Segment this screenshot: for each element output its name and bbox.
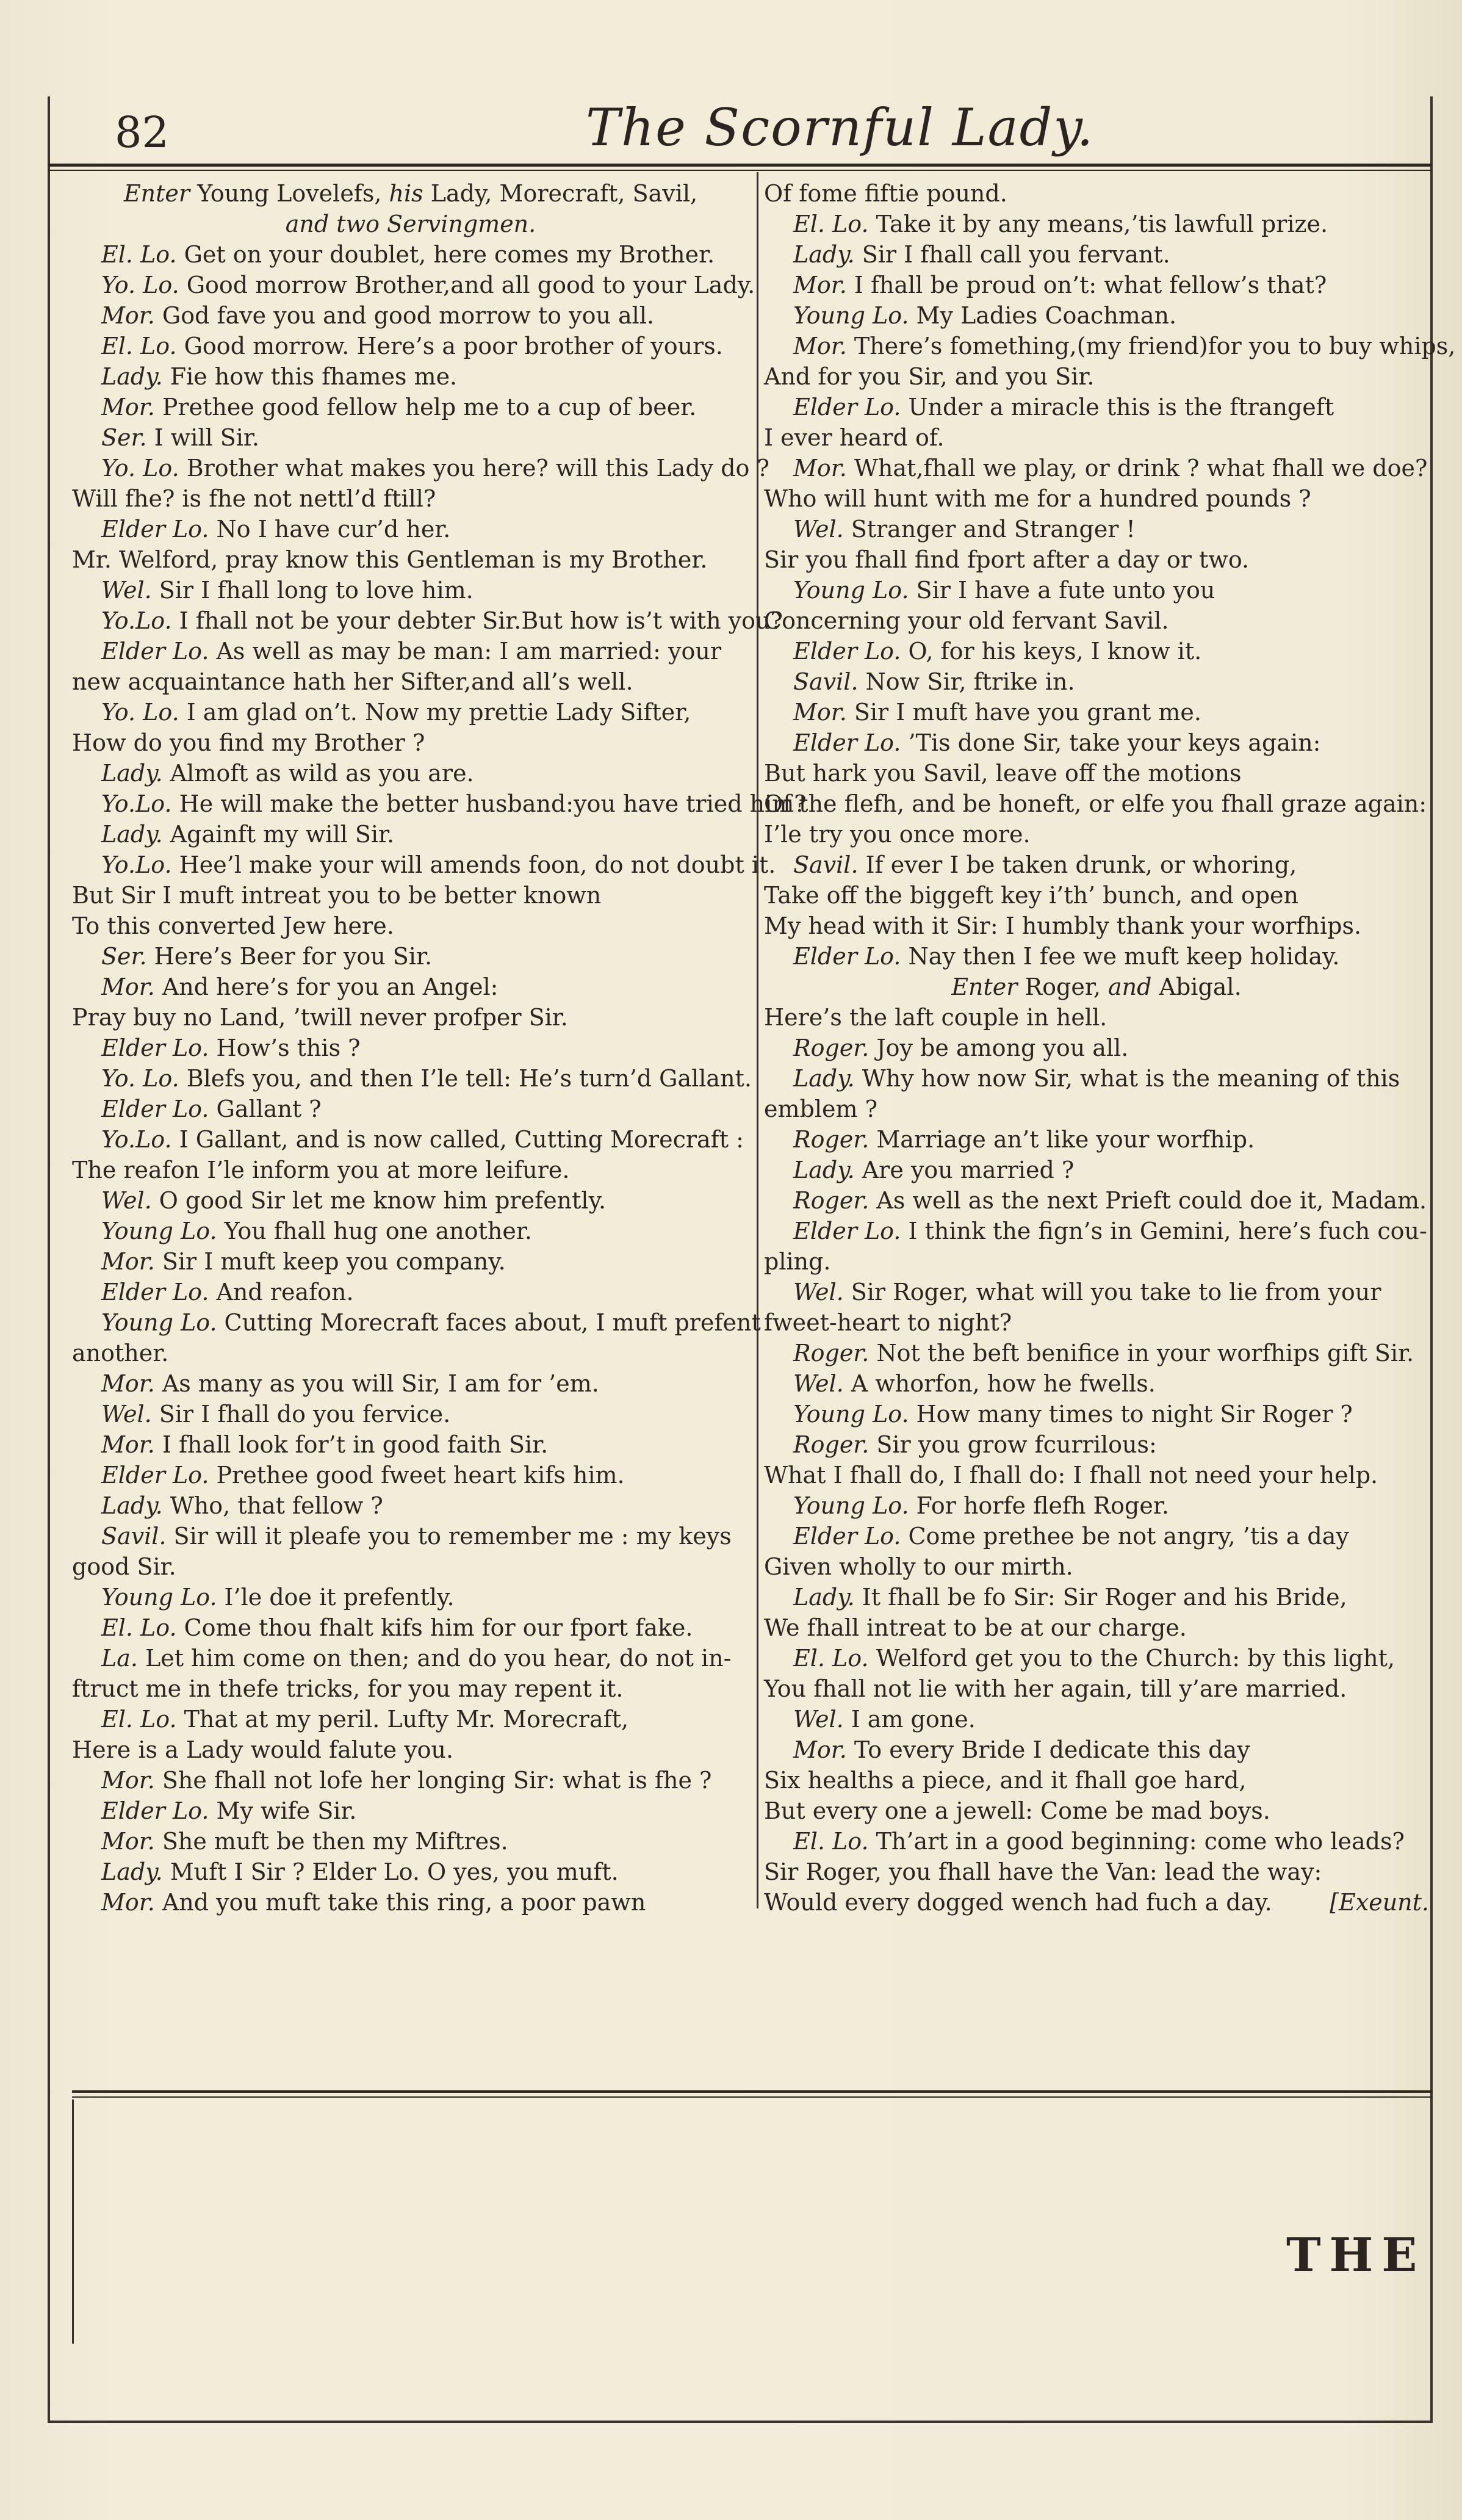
- speaker-prefix: Young Lo.: [101, 1584, 217, 1611]
- speaker-prefix: Mor.: [793, 1736, 847, 1763]
- verse-continuation: We fhall intreat to be at our charge.: [764, 1614, 1187, 1641]
- speech-line: [72, 1124, 749, 1155]
- speaker-prefix: Elder Lo.: [101, 516, 209, 543]
- speaker-prefix: El. Lo.: [101, 1706, 177, 1733]
- verse-continuation: pling.: [764, 1248, 831, 1275]
- speech-line: [72, 1521, 749, 1551]
- speaker-prefix: Lady.: [101, 821, 163, 848]
- speaker-prefix: Lady.: [101, 363, 163, 390]
- speech-text: Come prethee be not angry, ’tis a day: [908, 1523, 1349, 1550]
- speaker-prefix: Elder Lo.: [793, 1218, 901, 1244]
- verse-continuation: What I fhall do, I fhall do: I fhall not need your help.: [764, 1462, 1378, 1489]
- speech-text: As well as may be man: I am married: your: [216, 638, 722, 665]
- speech-text: Who, that fellow ?: [170, 1492, 383, 1519]
- speech-line: [72, 789, 807, 819]
- speaker-prefix: Mor.: [793, 333, 847, 359]
- speech-text: I am gone.: [851, 1706, 976, 1733]
- speech-line: [764, 392, 1429, 422]
- speech-line: [72, 331, 749, 361]
- speech-line: [72, 1307, 761, 1338]
- speech-line: [764, 1368, 1429, 1399]
- speaker-prefix: Young Lo.: [101, 1218, 217, 1244]
- speech-line: [72, 605, 783, 636]
- verse-continuation: Will fhe? is fhe not nettl’d ftill?: [72, 485, 436, 512]
- speech-line: [72, 422, 749, 453]
- stage-direction: [764, 972, 1429, 1002]
- speech-text: God fave you and good morrow to you all.: [162, 302, 655, 329]
- speech-text: He will make the better husband:you have tried him?: [179, 790, 807, 817]
- speaker-prefix: Yo. Lo.: [101, 699, 179, 726]
- exeunt-direction: [Exeunt.: [1330, 1889, 1429, 1916]
- speaker-prefix: Mor.: [793, 272, 847, 298]
- verse-continuation: Given wholly to our mirth.: [764, 1553, 1073, 1580]
- speech-text: Sir I fhall do you fervice.: [159, 1401, 451, 1428]
- speaker-prefix: Yo.Lo.: [101, 607, 172, 634]
- verse-continuation: good Sir.: [72, 1553, 176, 1580]
- speech-text: Let him come on then; and do you hear, do not in-: [145, 1645, 732, 1672]
- speaker-prefix: Yo.Lo.: [101, 790, 172, 817]
- speaker-prefix: Lady.: [101, 1858, 163, 1885]
- speech-text: Prethee good fweet heart kifs him.: [216, 1462, 625, 1489]
- speaker-prefix: Roger.: [793, 1187, 870, 1214]
- stage-direction-part: and two Servingmen.: [285, 211, 536, 237]
- speech-line: [72, 270, 755, 300]
- speaker-prefix: Mor.: [101, 1248, 155, 1275]
- speech-text: She fhall not lofe her longing Sir: what is fhe ?: [162, 1767, 712, 1794]
- speech-line: [72, 1277, 749, 1307]
- verse-continuation: But hark you Savil, leave off the motions: [764, 760, 1242, 787]
- verse-continuation: another.: [72, 1340, 169, 1367]
- speech-text: No I have cur’d her.: [216, 516, 451, 543]
- speech-line: [72, 1460, 749, 1490]
- speech-text: Gallant ?: [216, 1096, 322, 1122]
- speech-line: [72, 1033, 749, 1063]
- speaker-prefix: Elder Lo.: [793, 943, 901, 970]
- speaker-prefix: Lady.: [101, 760, 163, 787]
- verse-continuation: And for you Sir, and you Sir.: [764, 363, 1095, 390]
- speech-line: [764, 1216, 1429, 1246]
- speaker-prefix: Roger.: [793, 1431, 870, 1458]
- speaker-prefix: Mor.: [101, 973, 155, 1000]
- speech-text: Welford get you to the Church: by this light,: [876, 1645, 1395, 1672]
- verse-continuation: emblem ?: [764, 1096, 877, 1122]
- speech-line: [72, 1826, 749, 1857]
- speech-text: How’s this ?: [216, 1034, 361, 1061]
- speech-line: [72, 300, 749, 331]
- speech-line: [72, 361, 749, 392]
- speech-line: [72, 1582, 749, 1612]
- speaker-prefix: Mor.: [101, 1767, 155, 1794]
- speaker-prefix: Lady.: [101, 1492, 163, 1519]
- speech-text: Good morrow. Here’s a poor brother of yours.: [184, 333, 723, 359]
- speech-line: [72, 1246, 749, 1277]
- footer-rule: [72, 2090, 1433, 2093]
- speaker-prefix: Elder Lo.: [793, 394, 901, 421]
- verse-continuation: But every one a jewell: Come be mad boys.: [764, 1797, 1270, 1824]
- speaker-prefix: Young Lo.: [101, 1309, 217, 1336]
- speech-line: [764, 1704, 1429, 1735]
- speech-text: Sir I fhall long to love him.: [159, 577, 474, 604]
- speech-text: Take it by any means,’tis lawfull prize.: [876, 211, 1328, 237]
- speech-text: Sir I muft have you grant me.: [854, 699, 1201, 726]
- speech-line: [764, 270, 1429, 300]
- speaker-prefix: Mor.: [101, 1431, 155, 1458]
- speech-text: Would every dogged wench had fuch a day.: [764, 1889, 1272, 1916]
- verse-continuation: Here’s the laft couple in hell.: [764, 1004, 1107, 1031]
- speech-text: You fhall hug one another.: [224, 1218, 532, 1244]
- speech-line: [764, 1063, 1429, 1094]
- speech-line: [72, 514, 749, 544]
- speech-line: [764, 1429, 1429, 1460]
- speech-text: How many times to night Sir Roger ?: [916, 1401, 1353, 1428]
- speech-text: Come thou fhalt kifs him for our fport fake.: [184, 1614, 693, 1641]
- speech-line: [72, 758, 749, 789]
- speaker-prefix: Wel.: [793, 1370, 844, 1397]
- speech-text: A whorfon, how he fwells.: [851, 1370, 1156, 1397]
- speaker-prefix: El. Lo.: [101, 333, 177, 359]
- speech-line: [764, 1490, 1429, 1521]
- speech-text: And reafon.: [216, 1279, 354, 1305]
- speech-text: I think the fign’s in Gemini, here’s fuch cou-: [908, 1218, 1427, 1244]
- speech-line: [72, 1063, 752, 1094]
- speaker-prefix: Ser.: [101, 424, 147, 451]
- speech-text: Sir I fhall call you fervant.: [862, 241, 1170, 268]
- catchword: THE: [1286, 2228, 1426, 2282]
- speech-text: Prethee good fellow help me to a cup of beer.: [162, 394, 697, 421]
- speech-line: [764, 239, 1429, 270]
- speech-line: [764, 1338, 1429, 1368]
- speech-line: [764, 1735, 1429, 1765]
- verse-continuation: Six healths a piece, and it fhall goe hard,: [764, 1767, 1247, 1794]
- speech-text: Stranger and Stranger !: [851, 516, 1136, 543]
- verse-continuation: To this converted Jew here.: [72, 912, 394, 939]
- stage-direction-part: Enter: [123, 180, 198, 207]
- verse-continuation: Of the flefh, and be honeft, or elfe you fhall graze again:: [764, 790, 1427, 817]
- speech-line: [764, 636, 1429, 666]
- speech-text: For horfe flefh Roger.: [916, 1492, 1169, 1519]
- verse-continuation: My head with it Sir: I humbly thank your worfhips.: [764, 912, 1362, 939]
- speech-text: Th’art in a good beginning: come who leads?: [876, 1828, 1405, 1855]
- header-rule-thin: [48, 170, 1431, 171]
- speaker-prefix: Wel.: [793, 1706, 844, 1733]
- speaker-prefix: El. Lo.: [793, 211, 869, 237]
- verse-continuation: How do you find my Brother ?: [72, 729, 425, 756]
- speech-text: Againft my will Sir.: [170, 821, 395, 848]
- speaker-prefix: Yo.Lo.: [101, 1126, 172, 1153]
- speech-text: Sir I have a fute unto you: [916, 577, 1215, 604]
- speaker-prefix: Elder Lo.: [793, 1523, 901, 1550]
- speech-text: I’le doe it prefently.: [224, 1584, 455, 1611]
- speaker-prefix: El. Lo.: [101, 241, 177, 268]
- speech-text: I am glad on’t. Now my prettie Lady Sifter,: [186, 699, 691, 726]
- speech-line: [764, 300, 1429, 331]
- speaker-prefix: Savil.: [793, 668, 859, 695]
- stage-direction: [72, 178, 749, 209]
- speech-text: Blefs you, and then I’le tell: He’s turn’d Gallant.: [186, 1065, 752, 1092]
- speech-line: [72, 1857, 749, 1887]
- speaker-prefix: Roger.: [793, 1126, 870, 1153]
- speech-line: [72, 941, 749, 972]
- speech-line: [72, 1185, 749, 1216]
- stage-direction: [72, 209, 749, 239]
- speech-text: Get on your doublet, here comes my Brother.: [184, 241, 715, 268]
- speech-line: [72, 1490, 749, 1521]
- speech-line: [72, 819, 749, 850]
- speech-text: If ever I be taken drunk, or whoring,: [865, 851, 1297, 878]
- speech-line: [72, 1704, 749, 1735]
- speaker-prefix: Elder Lo.: [101, 1797, 209, 1824]
- speaker-prefix: Yo. Lo.: [101, 272, 179, 298]
- speaker-prefix: Elder Lo.: [793, 638, 901, 665]
- verse-continuation: Take off the biggeft key i’th’ bunch, and open: [764, 882, 1299, 909]
- speaker-prefix: Elder Lo.: [101, 1279, 209, 1305]
- speech-text: And you muft take this ring, a poor pawn: [162, 1889, 646, 1916]
- speech-text: My wife Sir.: [216, 1797, 357, 1824]
- verse-continuation: I ever heard of.: [764, 424, 945, 451]
- stage-direction-part: his: [389, 180, 431, 207]
- speaker-prefix: Mor.: [101, 394, 155, 421]
- speech-text: I fhall look for’t in good faith Sir.: [162, 1431, 549, 1458]
- speech-text: Good morrow Brother,and all good to your Lady.: [186, 272, 755, 298]
- speech-text: Here’s Beer for you Sir.: [154, 943, 433, 970]
- speech-line: [72, 1399, 749, 1429]
- speech-text: Sir you grow fcurrilous:: [876, 1431, 1157, 1458]
- speech-text: It fhall be fo Sir: Sir Roger and his Bride,: [862, 1584, 1347, 1611]
- speaker-prefix: Mor.: [101, 1889, 155, 1916]
- speech-line: [764, 1582, 1429, 1612]
- speech-line: [72, 850, 776, 880]
- speech-text: And here’s for you an Angel:: [162, 973, 499, 1000]
- verse-continuation: But Sir I muft intreat you to be better known: [72, 882, 602, 909]
- speech-line: [72, 1216, 749, 1246]
- verse-continuation: Concerning your old fervant Savil.: [764, 607, 1169, 634]
- stage-direction-part: Roger,: [1024, 973, 1108, 1000]
- verse-continuation: I’le try you once more.: [764, 821, 1031, 848]
- speech-text: I Gallant, and is now called, Cutting Morecraft :: [179, 1126, 744, 1153]
- speaker-prefix: Wel.: [101, 577, 152, 604]
- verse-continuation: Sir you fhall find fport after a day or two.: [764, 546, 1250, 573]
- speech-line: [72, 453, 769, 483]
- speech-text: I fhall not be your debter Sir.But how is’t with you?: [179, 607, 783, 634]
- speech-line: [764, 1643, 1429, 1673]
- speaker-prefix: Mor.: [101, 1828, 155, 1855]
- speech-line: [764, 941, 1429, 972]
- page-number: 82: [115, 107, 170, 157]
- speaker-prefix: Roger.: [793, 1340, 870, 1367]
- right-column: [764, 178, 1456, 1918]
- column-divider: [757, 172, 758, 1908]
- speech-line: [764, 453, 1429, 483]
- speaker-prefix: Elder Lo.: [101, 1462, 209, 1489]
- speech-line: [764, 666, 1429, 697]
- speech-text: She muft be then my Miftres.: [162, 1828, 508, 1855]
- speech-text: Brother what makes you here? will this Lady do ?: [186, 455, 769, 482]
- speaker-prefix: Mor.: [101, 302, 155, 329]
- speech-line: [72, 697, 749, 727]
- speaker-prefix: Lady.: [793, 1065, 855, 1092]
- speech-text: I will Sir.: [154, 424, 260, 451]
- speaker-prefix: El. Lo.: [101, 1614, 177, 1641]
- speech-text: My Ladies Coachman.: [916, 302, 1177, 329]
- speaker-prefix: Elder Lo.: [101, 1096, 209, 1122]
- speaker-prefix: Wel.: [101, 1187, 152, 1214]
- speaker-prefix: Elder Lo.: [101, 1034, 209, 1061]
- speech-text: O good Sir let me know him prefently.: [159, 1187, 607, 1214]
- speaker-prefix: Roger.: [793, 1034, 870, 1061]
- speaker-prefix: Mor.: [101, 1370, 155, 1397]
- speech-line: [764, 697, 1429, 727]
- speech-text: As well as the next Prieft could doe it, Madam.: [876, 1187, 1427, 1214]
- verse-continuation: ftruct me in thefe tricks, for you may repent it.: [72, 1675, 624, 1702]
- speech-line: [764, 209, 1429, 239]
- speech-line: [764, 1277, 1429, 1307]
- speech-line: [764, 331, 1456, 361]
- speaker-prefix: La.: [101, 1645, 138, 1672]
- final-line: [764, 1887, 1429, 1918]
- speech-text: What,fhall we play, or drink ? what fhall we doe?: [854, 455, 1428, 482]
- speech-text: Almoft as wild as you are.: [170, 760, 474, 787]
- speaker-prefix: Ser.: [101, 943, 147, 970]
- speech-text: ’Tis done Sir, take your keys again:: [908, 729, 1321, 756]
- stage-direction-part: Abigal.: [1159, 973, 1242, 1000]
- speaker-prefix: El. Lo.: [793, 1828, 869, 1855]
- verse-continuation: Mr. Welford, pray know this Gentleman is my Brother.: [72, 546, 708, 573]
- speech-text: Why how now Sir, what is the meaning of this: [862, 1065, 1400, 1092]
- speech-text: To every Bride I dedicate this day: [854, 1736, 1250, 1763]
- speech-text: Not the beft benifice in your worfhips gift Sir.: [876, 1340, 1414, 1367]
- speech-text: Joy be among you all.: [876, 1034, 1129, 1061]
- speaker-prefix: Young Lo.: [793, 302, 909, 329]
- footer-rule-thin: [72, 2096, 1433, 2098]
- speech-line: [72, 1765, 749, 1796]
- stage-direction-part: Young Lovelefs,: [197, 180, 389, 207]
- speaker-prefix: Lady.: [793, 241, 855, 268]
- speech-line: [764, 850, 1429, 880]
- speech-text: Cutting Morecraft faces about, I muft prefent: [224, 1309, 761, 1336]
- speaker-prefix: Savil.: [101, 1523, 167, 1550]
- speech-line: [764, 1033, 1429, 1063]
- speech-text: Sir Roger, what will you take to lie from your: [851, 1279, 1381, 1305]
- speech-line: [72, 1796, 749, 1826]
- speech-line: [72, 1094, 749, 1124]
- speech-line: [72, 1612, 749, 1643]
- speech-line: [764, 575, 1429, 605]
- speech-line: [72, 575, 749, 605]
- speaker-prefix: Yo. Lo.: [101, 1065, 179, 1092]
- speech-line: [764, 727, 1429, 758]
- speech-line: [764, 514, 1429, 544]
- verse-continuation: The reafon I’le inform you at more leifure.: [72, 1157, 570, 1183]
- speech-line: [764, 1155, 1429, 1185]
- speaker-prefix: Yo.Lo.: [101, 851, 172, 878]
- speaker-prefix: El. Lo.: [793, 1645, 869, 1672]
- speech-line: [764, 1826, 1429, 1857]
- header-rule: [48, 164, 1431, 167]
- speech-line: [764, 1521, 1429, 1551]
- verse-continuation: Sir Roger, you fhall have the Van: lead the way:: [764, 1858, 1322, 1885]
- speech-text: Are you married ?: [862, 1157, 1075, 1183]
- speech-line: [72, 392, 749, 422]
- speech-text: As many as you will Sir, I am for ’em.: [162, 1370, 599, 1397]
- verse-continuation: fweet-heart to night?: [764, 1309, 1012, 1336]
- speaker-prefix: Lady.: [793, 1584, 855, 1611]
- speaker-prefix: Wel.: [793, 516, 844, 543]
- speech-text: Marriage an’t like your worfhip.: [876, 1126, 1255, 1153]
- running-title: The Scornful Lady.: [586, 98, 1095, 157]
- speaker-prefix: Young Lo.: [793, 577, 909, 604]
- speech-line: [72, 636, 749, 666]
- speech-text: O, for his keys, I know it.: [908, 638, 1202, 665]
- stage-direction-part: and: [1107, 973, 1159, 1000]
- verse-continuation: Here is a Lady would falute you.: [72, 1736, 454, 1763]
- speech-text: I fhall be proud on’t: what fellow’s that?: [854, 272, 1327, 298]
- speech-text: Hee’l make your will amends foon, do not doubt it.: [179, 851, 776, 878]
- speech-text: There’s fomething,(my friend)for you to buy whips,: [854, 333, 1456, 359]
- speaker-prefix: Elder Lo.: [101, 638, 209, 665]
- speaker-prefix: Yo. Lo.: [101, 455, 179, 482]
- speech-text: Under a miracle this is the ftrangeft: [908, 394, 1334, 421]
- speech-text: Sir I muft keep you company.: [162, 1248, 506, 1275]
- speaker-prefix: Elder Lo.: [793, 729, 901, 756]
- speech-text: Now Sir, ftrike in.: [865, 668, 1075, 695]
- stage-direction-part: Enter: [951, 973, 1025, 1000]
- speaker-prefix: Wel.: [793, 1279, 844, 1305]
- speech-line: [72, 1429, 749, 1460]
- speech-line: [72, 239, 749, 270]
- speech-line: [72, 972, 749, 1002]
- speech-line: [764, 1124, 1429, 1155]
- speaker-prefix: Savil.: [793, 851, 859, 878]
- stage-direction-part: Lady, Morecraft, Savil,: [430, 180, 698, 207]
- speech-line: [72, 1368, 749, 1399]
- speech-text: Nay then I fee we muft keep holiday.: [908, 943, 1340, 970]
- speech-text: Fie how this fhames me.: [170, 363, 458, 390]
- verse-continuation: new acquaintance hath her Sifter,and all’s well.: [72, 668, 633, 695]
- speech-text: Sir will it pleafe you to remember me : my keys: [173, 1523, 732, 1550]
- speech-line: [72, 1643, 749, 1673]
- blank-footer-box: [72, 2099, 1431, 2344]
- speaker-prefix: Young Lo.: [793, 1401, 909, 1428]
- verse-continuation: Pray buy no Land, ’twill never profper Sir.: [72, 1004, 568, 1031]
- speech-text: Muft I Sir ? Elder Lo. O yes, you muft.: [170, 1858, 619, 1885]
- speech-text: That at my peril. Lufty Mr. Morecraft,: [184, 1706, 629, 1733]
- speaker-prefix: Mor.: [793, 455, 847, 482]
- verse-continuation: Who will hunt with me for a hundred pounds ?: [764, 485, 1311, 512]
- speech-line: [72, 1887, 749, 1918]
- speech-line: [764, 1399, 1429, 1429]
- speaker-prefix: Lady.: [793, 1157, 855, 1183]
- verse-continuation: Of fome fiftie pound.: [764, 180, 1007, 207]
- speaker-prefix: Young Lo.: [793, 1492, 909, 1519]
- speaker-prefix: Wel.: [101, 1401, 152, 1428]
- speech-line: [764, 1185, 1429, 1216]
- verse-continuation: You fhall not lie with her again, till y’are married.: [764, 1675, 1347, 1702]
- speaker-prefix: Mor.: [793, 699, 847, 726]
